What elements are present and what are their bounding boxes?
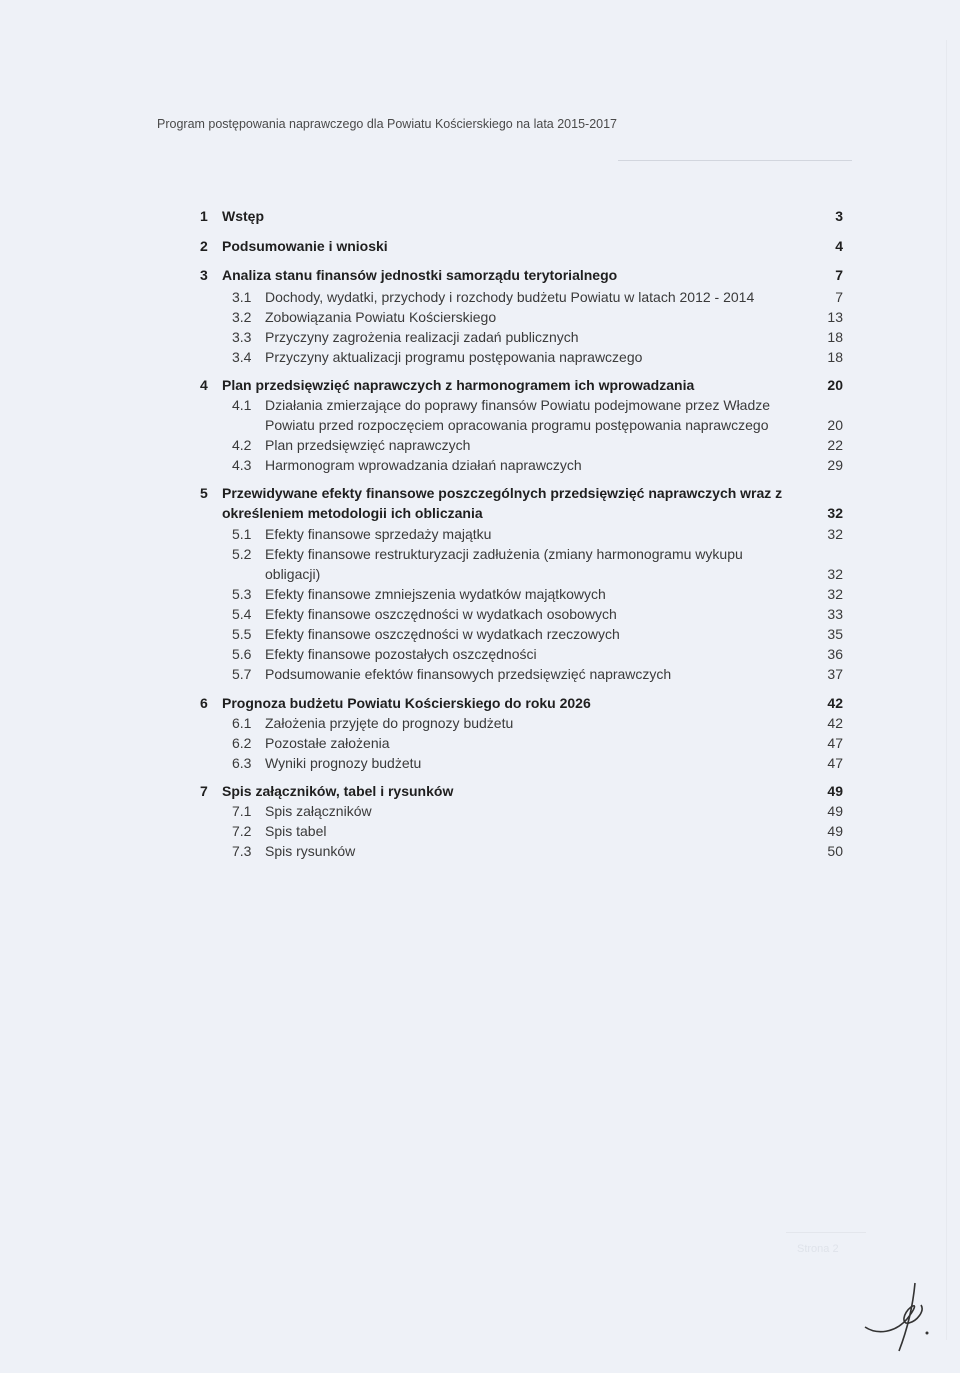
toc-entry-number: 5.3 [232, 586, 252, 602]
toc-entry[interactable] [0, 713, 960, 733]
toc-entry-number: 4 [200, 377, 208, 393]
toc-entry-number: 4.2 [232, 437, 252, 453]
toc-entry-page: 47 [827, 755, 843, 771]
toc-entry[interactable] [0, 287, 960, 307]
toc-entry-page: 35 [827, 626, 843, 642]
toc-entry[interactable] [0, 375, 960, 395]
toc-entry-page: 4 [835, 238, 843, 254]
toc-entry-title: Działania zmierzające do poprawy finansów Powiatu podejmowane przez Władze [265, 397, 771, 413]
toc-entry-title: Spis załączników [265, 803, 372, 819]
toc-entry-title: Spis załączników, tabel i rysunków [222, 783, 454, 799]
toc-entry-page: 7 [835, 267, 843, 283]
toc-entry-number: 5 [200, 485, 208, 501]
page-header: Program postępowania naprawczego dla Powiatu Kościerskiego na lata 2015-2017 [157, 117, 618, 131]
toc-entry-number: 5.7 [232, 666, 252, 682]
toc-entry[interactable] [0, 781, 960, 801]
toc-entry-title: Harmonogram wprowadzania działań naprawczych [265, 457, 582, 473]
toc-entry[interactable] [0, 206, 960, 226]
toc-entry-page: 42 [827, 695, 843, 711]
toc-entry-page: 36 [827, 646, 843, 662]
toc-entry[interactable] [0, 395, 960, 435]
toc-entry[interactable] [0, 307, 960, 327]
toc-entry-page: 49 [827, 783, 843, 799]
toc-entry-title: Założenia przyjęte do prognozy budżetu [265, 715, 514, 731]
toc-entry[interactable] [0, 801, 960, 821]
toc-entry-title: Zobowiązania Powiatu Kościerskiego [265, 309, 497, 325]
toc-entry[interactable] [0, 327, 960, 347]
toc-entry-number: 6 [200, 695, 208, 711]
page-number-footer: Strona 2 [797, 1243, 839, 1255]
toc-entry-title-continued: określeniem metodologii ich obliczania [222, 505, 483, 521]
toc-entry[interactable] [0, 483, 960, 523]
toc-entry-number: 7.2 [232, 823, 252, 839]
toc-entry-number: 3.4 [232, 349, 252, 365]
toc-entry-title: Wstęp [222, 208, 264, 224]
toc-entry-page: 42 [827, 715, 843, 731]
toc-entry-number: 7.3 [232, 843, 252, 859]
toc-entry[interactable] [0, 841, 960, 861]
toc-entry-title: Podsumowanie efektów finansowych przedsięwzięć naprawczych [265, 666, 672, 682]
toc-entry-number: 6.2 [232, 735, 252, 751]
toc-entry-number: 4.3 [232, 457, 252, 473]
toc-entry-page: 32 [827, 505, 843, 521]
toc-entry[interactable] [0, 347, 960, 367]
toc-entry[interactable] [0, 664, 960, 684]
toc-entry-number: 5.6 [232, 646, 252, 662]
toc-entry-number: 3 [200, 267, 208, 283]
toc-entry-number: 5.1 [232, 526, 252, 542]
toc-entry-title: Plan przedsięwzięć naprawczych [265, 437, 471, 453]
toc-entry-page: 49 [827, 803, 843, 819]
toc-entry-title: Efekty finansowe oszczędności w wydatkach rzeczowych [265, 626, 620, 642]
toc-entry-page: 18 [827, 349, 843, 365]
toc-entry-page: 22 [827, 437, 843, 453]
toc-entry[interactable] [0, 693, 960, 713]
toc-entry-number: 4.1 [232, 397, 252, 413]
toc-entry-number: 3.2 [232, 309, 252, 325]
toc-entry-number: 5.4 [232, 606, 252, 622]
toc-entry-title: Efekty finansowe restrukturyzacji zadłużenia (zmiany harmonogramu wykupu [265, 546, 743, 562]
toc-entry-title: Przyczyny zagrożenia realizacji zadań publicznych [265, 329, 579, 345]
toc-entry[interactable] [0, 435, 960, 455]
toc-entry[interactable] [0, 544, 960, 584]
toc-entry-title-continued: Powiatu przed rozpoczęciem opracowania programu postępowania naprawczego [265, 417, 769, 433]
toc-entry-page: 32 [827, 586, 843, 602]
toc-entry-number: 1 [200, 208, 208, 224]
toc-entry-title: Przewidywane efekty finansowe poszczególnych przedsięwzięć naprawczych wraz z [222, 485, 783, 501]
toc-entry-number: 3.3 [232, 329, 252, 345]
toc-entry-title: Efekty finansowe pozostałych oszczędności [265, 646, 537, 662]
toc-entry-title: Przyczyny aktualizacji programu postępowania naprawczego [265, 349, 643, 365]
toc-entry-title: Plan przedsięwzięć naprawczych z harmonogramem ich wprowadzania [222, 377, 695, 393]
toc-entry-number: 7 [200, 783, 208, 799]
toc-entry-number: 5.5 [232, 626, 252, 642]
toc-entry-page: 29 [827, 457, 843, 473]
toc-entry-number: 7.1 [232, 803, 252, 819]
toc-entry-title: Efekty finansowe zmniejszenia wydatków majątkowych [265, 586, 606, 602]
toc-entry[interactable] [0, 624, 960, 644]
toc-entry-page: 32 [827, 526, 843, 542]
toc-entry-page: 33 [827, 606, 843, 622]
toc-entry[interactable] [0, 821, 960, 841]
toc-entry-page: 50 [827, 843, 843, 859]
toc-entry-number: 6.3 [232, 755, 252, 771]
toc-entry-number: 3.1 [232, 289, 252, 305]
toc-entry[interactable] [0, 644, 960, 664]
toc-entry-title: Efekty finansowe oszczędności w wydatkach osobowych [265, 606, 617, 622]
toc-entry-number: 6.1 [232, 715, 252, 731]
toc-entry-title: Dochody, wydatki, przychody i rozchody budżetu Powiatu w latach 2012 - 2014 [265, 289, 755, 305]
toc-entry-page: 47 [827, 735, 843, 751]
toc-entry[interactable] [0, 584, 960, 604]
toc-entry-title: Analiza stanu finansów jednostki samorządu terytorialnego [222, 267, 618, 283]
toc-entry-page: 32 [827, 566, 843, 582]
toc-entry-page: 20 [827, 417, 843, 433]
toc-entry-page: 3 [835, 208, 843, 224]
toc-entry[interactable] [0, 753, 960, 773]
toc-entry[interactable] [0, 524, 960, 544]
toc-entry-page: 13 [827, 309, 843, 325]
toc-entry-number: 5.2 [232, 546, 252, 562]
signature-mark [855, 1275, 945, 1355]
toc-entry-number: 2 [200, 238, 208, 254]
toc-entry[interactable] [0, 733, 960, 753]
toc-entry[interactable] [0, 604, 960, 624]
toc-entry-page: 37 [827, 666, 843, 682]
toc-entry-title: Podsumowanie i wnioski [222, 238, 388, 254]
toc-entry-title: Pozostałe założenia [265, 735, 390, 751]
toc-entry-page: 18 [827, 329, 843, 345]
toc-entry-title: Wyniki prognozy budżetu [265, 755, 422, 771]
toc-entry[interactable] [0, 236, 960, 256]
footer-rule [786, 1232, 866, 1233]
toc-entry-title: Prognoza budżetu Powiatu Kościerskiego do roku 2026 [222, 695, 591, 711]
toc-entry-page: 20 [827, 377, 843, 393]
toc-entry-title-continued: obligacji) [265, 566, 321, 582]
toc-entry[interactable] [0, 265, 960, 285]
toc-entry-title: Efekty finansowe sprzedaży majątku [265, 526, 492, 542]
toc-entry-page: 49 [827, 823, 843, 839]
toc-entry[interactable] [0, 455, 960, 475]
toc-entry-page: 7 [835, 289, 843, 305]
toc-entry-title: Spis rysunków [265, 843, 356, 859]
toc-entry-title: Spis tabel [265, 823, 327, 839]
